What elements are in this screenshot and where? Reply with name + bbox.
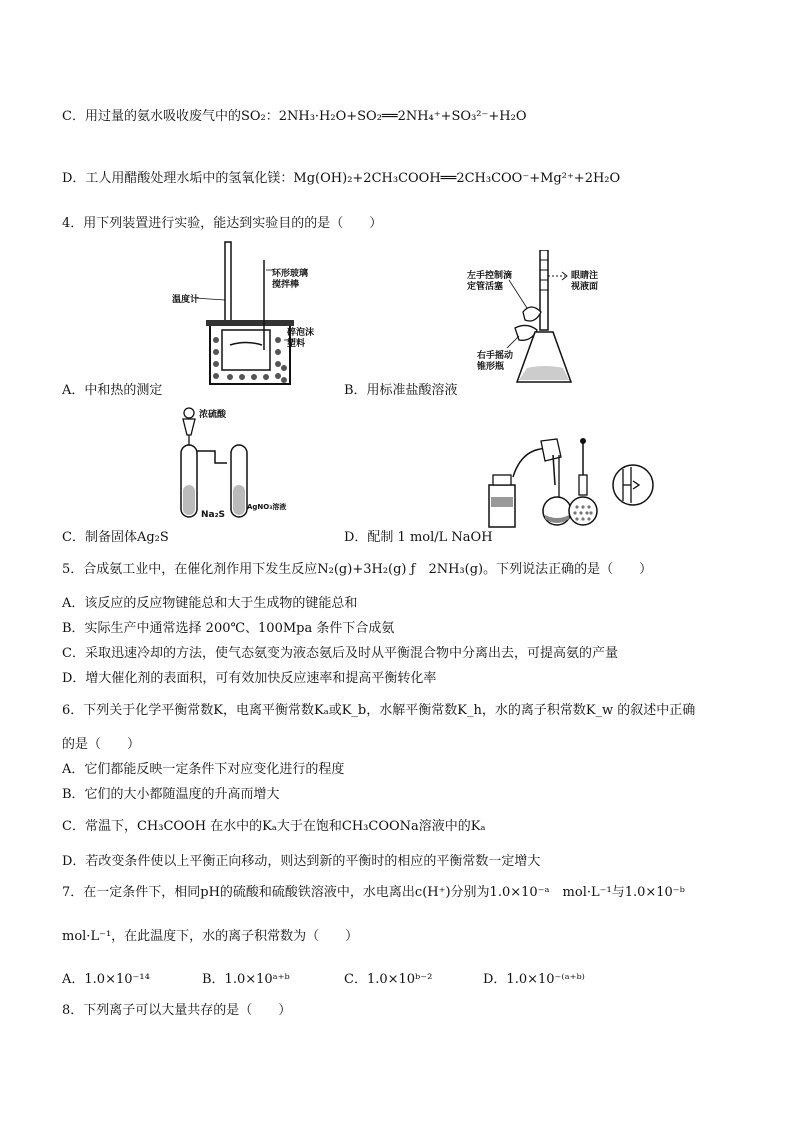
agno3-label: AgNO₃溶液 (247, 503, 287, 511)
q5-option-d: D．增大催化剂的表面积，可有效加快反应速率和提高平衡转化率 (62, 671, 437, 686)
q5-option-c: C．采取迅速冷却的方法，使气态氨变为液态氨后及时从平衡混合物中分离出去，可提高氨的产量 (62, 646, 618, 661)
q7-option-c: C．1.0×10ᵇ⁻² (344, 972, 433, 987)
q5-option-b: B．实际生产中通常选择 200℃、100Mpa 条件下合成氨 (62, 621, 395, 636)
q7-stem-line1: 7．在一定条件下，相同pH的硫酸和硫酸铁溶液中，水电离出c(H⁺)分别为1.0×10⁻ᵃ mol·L⁻¹与1.0×10⁻ᵇ (62, 885, 685, 900)
q4-stem: 4．用下列装置进行实验，能达到实验目的的是（ ） (62, 216, 383, 231)
q6-option-b: B．它们的大小都随温度的升高而增大 (62, 787, 280, 802)
q5-stem: 5．合成氨工业中，在催化剂作用下发生反应N₂(g)+3H₂(g) ƒ 2NH₃(g)。下列说法正确的是（ ） (62, 562, 653, 577)
left-hand-label-1: 左手控制滴 (467, 271, 513, 281)
foam-label-2: 塑料 (287, 339, 306, 349)
q7-option-d: D．1.0×10⁻⁽ᵃ⁺ᵇ⁾ (483, 972, 585, 987)
na2s-label: Na₂S (201, 510, 226, 520)
q7-option-b: B．1.0×10ᵃ⁺ᵇ (202, 972, 290, 987)
eye-label-2: 视液面 (571, 282, 599, 292)
q6-stem-line1: 6．下列关于化学平衡常数K，电离平衡常数Kₐ或K_b，水解平衡常数K_h，水的离子积常数K_w 的叙述中正确 (62, 703, 696, 718)
thermometer-label: 温度计 (172, 295, 200, 305)
q6-option-a: A．它们都能反映一定条件下对应变化进行的程度 (62, 762, 345, 777)
eye-label-1: 眼睛注 (571, 271, 599, 281)
left-hand-label-2: 定管活塞 (467, 282, 504, 292)
q3-option-d: D．工人用醋酸处理水垢中的氢氧化镁：Mg(OH)₂+2CH₃COOH══2CH₃COO⁻+Mg²⁺+2H₂O (62, 171, 621, 186)
ag2s-apparatus-figure (175, 405, 295, 525)
foam-label-1: 碎泡沫 (287, 328, 315, 338)
naoh-solution-figure (483, 435, 663, 530)
q6-stem-line2: 的是（ ） (62, 737, 141, 752)
stirrer-label-1: 环形玻璃 (272, 269, 309, 279)
conc-sulfuric-acid-label: 浓硫酸 (199, 410, 227, 420)
q4-option-c: C．制备固体Ag₂S (62, 530, 169, 545)
stirrer-label-2: 搅拌棒 (272, 280, 300, 290)
q7-option-a: A．1.0×10⁻¹⁴ (62, 972, 150, 987)
q7-stem-line2: mol·L⁻¹，在此温度下，水的离子积常数为（ ） (62, 929, 359, 944)
q6-option-c: C．常温下，CH₃COOH 在水中的Kₐ大于在饱和CH₃COONa溶液中的Kₐ (62, 819, 486, 834)
right-hand-label-1: 右手摇动 (477, 351, 514, 361)
titration-figure (465, 250, 625, 400)
calorimeter-figure (170, 240, 320, 390)
q5-option-a: A．该反应的反应物键能总和大于生成物的键能总和 (62, 596, 358, 611)
q8-stem: 8．下列离子可以大量共存的是（ ） (62, 1003, 292, 1018)
q3-option-c: C．用过量的氨水吸收废气中的SO₂：2NH₃·H₂O+SO₂══2NH₄⁺+SO₃²⁻+H₂O (62, 109, 527, 124)
right-hand-label-2: 锥形瓶 (477, 362, 505, 372)
q4-option-a: A．中和热的测定 (62, 383, 163, 398)
q6-option-d: D．若改变条件使以上平衡正向移动，则达到新的平衡时的相应的平衡常数一定增大 (62, 854, 541, 869)
q4-option-b: B．用标准盐酸溶液 (344, 383, 458, 398)
q4-option-d: D．配制 1 mol/L NaOH (344, 530, 493, 545)
